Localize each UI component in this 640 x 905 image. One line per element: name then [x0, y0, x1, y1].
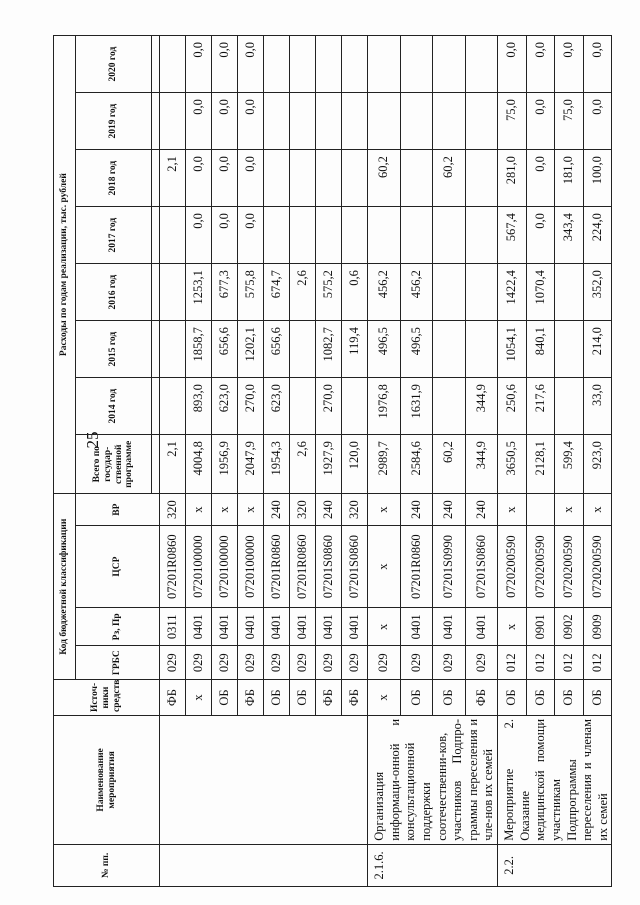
cell-vr: 320: [160, 494, 186, 526]
cell-2018: 60,2: [433, 150, 466, 207]
cell-2016: 674,7: [264, 264, 290, 321]
cell-2018: [290, 150, 316, 207]
cell-2015: [433, 321, 466, 378]
cell-src: ФБ: [160, 680, 186, 716]
cell-rzpr: 0401: [290, 608, 316, 646]
cell-csr: 07201S0860: [342, 525, 368, 607]
cell-grbs: 012: [583, 646, 612, 680]
cell-2018: 281,0: [498, 150, 527, 207]
cell-csr: 0720200590: [526, 525, 555, 607]
cell-2016: 2,6: [290, 264, 316, 321]
cell-2020: [290, 36, 316, 93]
cell-2017: 567,4: [498, 207, 527, 264]
cell-rzpr: 0401: [316, 608, 342, 646]
cell-2016: 352,0: [583, 264, 612, 321]
cell-vr: 240: [465, 494, 498, 526]
cell-2018: 0,0: [186, 150, 212, 207]
cell-rzpr: х: [498, 608, 527, 646]
cell-2017: 0,0: [186, 207, 212, 264]
cell-rzpr: 0311: [160, 608, 186, 646]
header-2015: 2015 год: [76, 321, 152, 378]
cell-src: ОБ: [400, 680, 433, 716]
cell-grbs: 029: [264, 646, 290, 680]
cell-2017: [290, 207, 316, 264]
cell-2017: [400, 207, 433, 264]
cell-2018: [264, 150, 290, 207]
cell-total: 4004,8: [186, 435, 212, 494]
cell-2018: 0,0: [238, 150, 264, 207]
activity-name: Мероприятие 2. Оказание медицинской помощи участникам Подпрограммы переселения и членам их семей: [498, 715, 612, 844]
cell-2015: 496,5: [368, 321, 401, 378]
activity-number: 2.1.6.: [368, 844, 498, 886]
cell-total: 2128,1: [526, 435, 555, 494]
cell-2014: [555, 378, 584, 435]
cell-2018: 100,0: [583, 150, 612, 207]
cell-src: х: [186, 680, 212, 716]
cell-2020: 0,0: [498, 36, 527, 93]
cell-2020: 0,0: [238, 36, 264, 93]
cell-grbs: 029: [400, 646, 433, 680]
cell-vr: х: [238, 494, 264, 526]
cell-2019: [400, 93, 433, 150]
cell-2015: [290, 321, 316, 378]
cell-grbs: 029: [186, 646, 212, 680]
cell-vr: 240: [316, 494, 342, 526]
cell-2014: 217,6: [526, 378, 555, 435]
cell-2019: [342, 93, 368, 150]
cell-csr: 0720200590: [498, 525, 527, 607]
cell-2019: 0,0: [212, 93, 238, 150]
cell-2017: [433, 207, 466, 264]
cell-2017: 224,0: [583, 207, 612, 264]
cell-2019: 0,0: [583, 93, 612, 150]
cell-2020: [264, 36, 290, 93]
rotated-table-wrapper: [53, 35, 610, 887]
cell-csr: 07201S0990: [433, 525, 466, 607]
cell-2017: 0,0: [238, 207, 264, 264]
cell-vr: х: [555, 494, 584, 526]
cell-2014: 250,6: [498, 378, 527, 435]
cell-2016: 575,2: [316, 264, 342, 321]
cell-2020: 0,0: [212, 36, 238, 93]
cell-csr: 07201R0860: [290, 525, 316, 607]
cell-2017: [160, 207, 186, 264]
cell-vr: 320: [342, 494, 368, 526]
cell-2014: [290, 378, 316, 435]
cell-rzpr: 0901: [526, 608, 555, 646]
activity-name: Организация информаци-онной и консультационной поддержки соотечественни-ков, участников Подпро-граммы переселения и чле-нов их семей: [368, 715, 498, 844]
cell-2015: 1082,7: [316, 321, 342, 378]
cell-vr: х: [498, 494, 527, 526]
cell-2018: [465, 150, 498, 207]
cell-2015: [465, 321, 498, 378]
cell-2019: [290, 93, 316, 150]
cell-rzpr: 0401: [212, 608, 238, 646]
cell-csr: 0720200590: [583, 525, 612, 607]
cell-2015: 214,0: [583, 321, 612, 378]
cell-grbs: 029: [368, 646, 401, 680]
header-2020: 2020 год: [76, 36, 152, 93]
cell-2016: 456,2: [368, 264, 401, 321]
header-2018: 2018 год: [76, 150, 152, 207]
header-source: Источ-ники средств: [54, 680, 160, 716]
cell-total: 2,1: [160, 435, 186, 494]
cell-rzpr: 0902: [555, 608, 584, 646]
cell-grbs: 029: [465, 646, 498, 680]
cell-2017: [264, 207, 290, 264]
cell-total: 120,0: [342, 435, 368, 494]
cell-2014: 623,0: [212, 378, 238, 435]
cell-2019: 0,0: [186, 93, 212, 150]
cell-grbs: 029: [290, 646, 316, 680]
cell-2015: 1858,7: [186, 321, 212, 378]
cell-src: ФБ: [316, 680, 342, 716]
cell-2018: 181,0: [555, 150, 584, 207]
cell-2017: [316, 207, 342, 264]
cell-2016: 0,6: [342, 264, 368, 321]
cell-total: 1954,3: [264, 435, 290, 494]
cell-2015: [555, 321, 584, 378]
cell-total: 2584,6: [400, 435, 433, 494]
cell-vr: х: [368, 494, 401, 526]
cell-2020: 0,0: [526, 36, 555, 93]
cell-2015: 496,5: [400, 321, 433, 378]
header-no: № пп.: [54, 844, 160, 886]
cell-2019: [316, 93, 342, 150]
cell-csr: 07201S0860: [465, 525, 498, 607]
cell-csr: 0720100000: [238, 525, 264, 607]
cell-2017: [465, 207, 498, 264]
cell-src: ОБ: [433, 680, 466, 716]
cell-total: 2989,7: [368, 435, 401, 494]
cell-grbs: 029: [342, 646, 368, 680]
header-row-1: [54, 36, 76, 887]
cell-total: 923,0: [583, 435, 612, 494]
cell-2014: 344,9: [465, 378, 498, 435]
cell-src: х: [368, 680, 401, 716]
cell-2020: [160, 36, 186, 93]
cell-vr: х: [583, 494, 612, 526]
cell-2014: 33,0: [583, 378, 612, 435]
cell-2020: [316, 36, 342, 93]
cell-2014: 623,0: [264, 378, 290, 435]
cell-2020: [433, 36, 466, 93]
cell-name-continued: [160, 715, 368, 844]
cell-2014: 1631,9: [400, 378, 433, 435]
cell-vr: 320: [290, 494, 316, 526]
cell-no-continued: [160, 844, 368, 886]
cell-grbs: 029: [238, 646, 264, 680]
cell-grbs: 029: [212, 646, 238, 680]
budget-table: [53, 35, 612, 887]
cell-grbs: 012: [498, 646, 527, 680]
cell-2019: 75,0: [498, 93, 527, 150]
header-2016: 2016 год: [76, 264, 152, 321]
cell-2017: 0,0: [212, 207, 238, 264]
cell-2015: [160, 321, 186, 378]
cell-total: 599,4: [555, 435, 584, 494]
cell-vr: 240: [264, 494, 290, 526]
cell-2015: 119,4: [342, 321, 368, 378]
cell-csr: 07201R0860: [400, 525, 433, 607]
cell-csr: 0720200590: [555, 525, 584, 607]
cell-src: ОБ: [498, 680, 527, 716]
cell-total: 60,2: [433, 435, 466, 494]
cell-vr: 240: [400, 494, 433, 526]
cell-2014: 270,0: [316, 378, 342, 435]
cell-grbs: 012: [555, 646, 584, 680]
cell-vr: 240: [433, 494, 466, 526]
cell-2020: 0,0: [555, 36, 584, 93]
cell-total: 3650,5: [498, 435, 527, 494]
table-row: [160, 36, 186, 887]
cell-2014: 270,0: [238, 378, 264, 435]
cell-grbs: 029: [316, 646, 342, 680]
cell-2017: 0,0: [526, 207, 555, 264]
cell-2015: 1054,1: [498, 321, 527, 378]
header-2017: 2017 год: [76, 207, 152, 264]
cell-2015: 656,6: [212, 321, 238, 378]
header-total: Всего по государ-ственной программе: [76, 435, 152, 494]
cell-2019: [160, 93, 186, 150]
cell-2019: [264, 93, 290, 150]
cell-src: ОБ: [264, 680, 290, 716]
cell-2016: 1070,4: [526, 264, 555, 321]
cell-csr: 07201R0860: [264, 525, 290, 607]
cell-rzpr: 0401: [238, 608, 264, 646]
cell-src: ОБ: [526, 680, 555, 716]
cell-rzpr: 0401: [465, 608, 498, 646]
cell-grbs: 029: [433, 646, 466, 680]
cell-rzpr: 0909: [583, 608, 612, 646]
cell-csr: 07201R0860: [160, 525, 186, 607]
cell-2020: [342, 36, 368, 93]
cell-rzpr: 0401: [342, 608, 368, 646]
header-rzpr: Рз, Пр: [76, 608, 160, 646]
cell-rzpr: 0401: [400, 608, 433, 646]
cell-grbs: 012: [526, 646, 555, 680]
cell-2018: [316, 150, 342, 207]
cell-2016: [465, 264, 498, 321]
cell-src: ФБ: [342, 680, 368, 716]
cell-2016: 1253,1: [186, 264, 212, 321]
cell-2019: [368, 93, 401, 150]
cell-2016: 456,2: [400, 264, 433, 321]
cell-src: ФБ: [465, 680, 498, 716]
cell-rzpr: х: [368, 608, 401, 646]
cell-csr: 07201S0860: [316, 525, 342, 607]
cell-2020: 0,0: [186, 36, 212, 93]
cell-2018: 0,0: [212, 150, 238, 207]
cell-csr: 0720100000: [186, 525, 212, 607]
header-2014: 2014 год: [76, 378, 152, 435]
cell-2016: 1422,4: [498, 264, 527, 321]
cell-2015: 1202,1: [238, 321, 264, 378]
cell-2016: 677,3: [212, 264, 238, 321]
cell-2020: [400, 36, 433, 93]
cell-2016: [160, 264, 186, 321]
cell-2018: [400, 150, 433, 207]
cell-2017: 343,4: [555, 207, 584, 264]
cell-2014: [342, 378, 368, 435]
cell-src: ОБ: [583, 680, 612, 716]
cell-2020: [368, 36, 401, 93]
cell-2020: 0,0: [583, 36, 612, 93]
activity-number: 2.2.: [498, 844, 612, 886]
table-row: [368, 36, 401, 887]
cell-2019: 0,0: [238, 93, 264, 150]
header-expenses: Расходы по годам реализации, тыс. рублей: [54, 36, 76, 494]
cell-total: 1956,9: [212, 435, 238, 494]
cell-2018: 2,1: [160, 150, 186, 207]
header-grbs: ГРБС: [76, 646, 160, 680]
cell-2015: 656,6: [264, 321, 290, 378]
cell-2016: [555, 264, 584, 321]
cell-2016: 575,8: [238, 264, 264, 321]
cell-2019: 0,0: [526, 93, 555, 150]
cell-src: ФБ: [238, 680, 264, 716]
cell-vr: [526, 494, 555, 526]
cell-src: ОБ: [212, 680, 238, 716]
cell-total: 2,6: [290, 435, 316, 494]
cell-2014: 893,0: [186, 378, 212, 435]
cell-2019: [433, 93, 466, 150]
cell-2017: [342, 207, 368, 264]
cell-2018: [342, 150, 368, 207]
cell-rzpr: 0401: [433, 608, 466, 646]
cell-rzpr: 0401: [186, 608, 212, 646]
cell-rzpr: 0401: [264, 608, 290, 646]
cell-csr: 0720100000: [212, 525, 238, 607]
header-csr: ЦСР: [76, 525, 160, 607]
cell-2019: [465, 93, 498, 150]
cell-total: 344,9: [465, 435, 498, 494]
header-kbk: Код бюджетной классификации: [54, 494, 76, 680]
header-vr: ВР: [76, 494, 160, 526]
cell-grbs: 029: [160, 646, 186, 680]
cell-csr: х: [368, 525, 401, 607]
cell-2018: 0,0: [526, 150, 555, 207]
table-row: [498, 36, 527, 887]
cell-2014: 1976,8: [368, 378, 401, 435]
cell-src: ОБ: [290, 680, 316, 716]
cell-vr: х: [186, 494, 212, 526]
cell-2014: [160, 378, 186, 435]
cell-total: 1927,9: [316, 435, 342, 494]
cell-2015: 840,1: [526, 321, 555, 378]
cell-2018: 60,2: [368, 150, 401, 207]
cell-2014: [433, 378, 466, 435]
table-body: [160, 36, 612, 887]
cell-2017: [368, 207, 401, 264]
header-2019: 2019 год: [76, 93, 152, 150]
cell-2020: [465, 36, 498, 93]
cell-2016: [433, 264, 466, 321]
page-number: 25: [83, 431, 102, 449]
cell-vr: х: [212, 494, 238, 526]
cell-src: ОБ: [555, 680, 584, 716]
cell-total: 2047,9: [238, 435, 264, 494]
cell-2019: 75,0: [555, 93, 584, 150]
header-name: Наименование мероприятия: [54, 715, 160, 844]
